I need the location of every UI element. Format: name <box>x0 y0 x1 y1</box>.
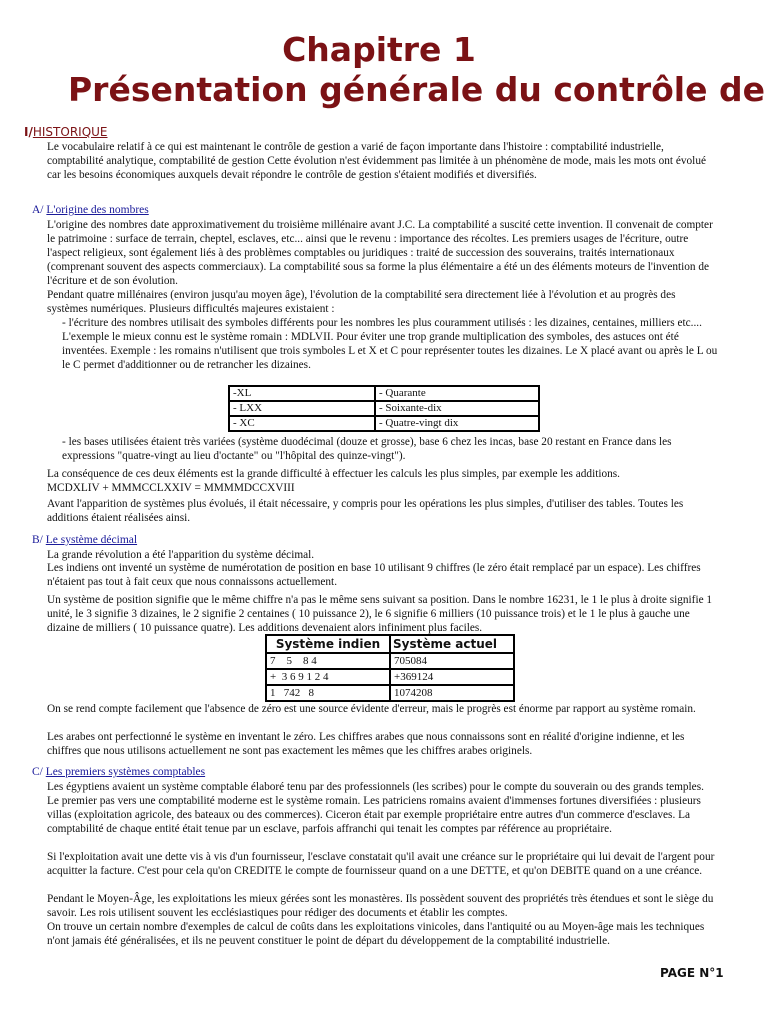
section-label: HISTORIQUE <box>32 125 108 139</box>
table-row <box>266 669 514 685</box>
decimal-paragraph-4: On se rend compte facilement que l'absence de zéro est une source évidente d'erreur, mais le progrès est énorme par rapport au système romain. <box>47 703 696 715</box>
decimal-paragraph-5: Les arabes ont perfectionné le système en inventant le zéro. Les chiffres arabes que nous connaissons sont en réalité d'origine indienne, et les chiffres que nous utilisons actuellement ne sont pas exactement les mêmes que les chiffres arabes originels. <box>47 731 685 757</box>
comptables-paragraph-1: Les égyptiens avaient un système comptable élaboré tenu par des professionnels (les scribes) pour le compte du souverain ou des grands temples. Le premier pas vers une comptabilité moderne est le système romain. Les patriciens romains avaient d'immenses fortunes diversifiées : plusieurs villas (exploitation agricole, des bateaux ou des commerces). Ciceron était par exemple propriétaire entre autres d'un commerce d'esclaves. La comptabilité de chaque entité était tenue par un esclave, parfois affranchi qui tenait les comptes par référence au propriétaire. <box>47 781 704 835</box>
table-header-row <box>266 635 514 653</box>
table-row <box>229 416 539 431</box>
historique-paragraph: Le vocabulaire relatif à ce qui est maintenant le contrôle de gestion a varié de façon importante dans l'histoire : comptabilité industrielle, comptabilité analytique, comptabilité de gestion Cette évolution n'est évidemment pas limitée à un phénomène de mode, mais les mots ont évolué car les besoins économiques auxquels devait répondre le contrôle de gestion s'étaient modifiés et diversifiés. <box>47 141 706 181</box>
roman-addition-example: MCDXLIV + MMMCCLXXIV = MMMMDCCXVIII <box>47 482 295 494</box>
section-number: I/ <box>24 125 33 139</box>
subsection-number: A/ <box>32 204 44 216</box>
column-header: Système actuel <box>390 635 514 653</box>
table-row <box>229 401 539 416</box>
subsection-heading-a <box>32 204 149 216</box>
origine-bullet-2: - les bases utilisées étaient très variées (système duodécimal (douze et grosse), base 6 chez les incas, base 20 restant en France dans les expressions "quatre-vingt au lieu d'octante" ou "l'hôpital des quinze-vingt"). <box>62 436 672 462</box>
number-systems-table <box>265 634 515 702</box>
chapter-title: Chapitre 1 <box>282 30 476 69</box>
table-cell: 7 5 8 4 <box>266 653 390 669</box>
table-cell: - XC <box>229 416 375 431</box>
origine-paragraph-2: Pendant quatre millénaires (environ jusqu'au moyen âge), l'évolution de la comptabilité sera directement liée à l'évolution et au progrès des systèmes numériques. Plusieurs difficultés majeures existaient : <box>47 289 676 315</box>
table-row <box>229 386 539 401</box>
chapter-subtitle: Présentation générale du contrôle de <box>68 70 765 109</box>
comptables-paragraph-2: Si l'exploitation avait une dette vis à vis d'un fournisseur, l'esclave constatait qu'il avait une créance sur le propriétaire qui lui devait de l'argent pour acquitter la facture. C'est pour cela qu'on CREDITE le compte de fournisseur quand on a une DETTE, et qu'on DEBITE quand on a une créance. <box>47 851 715 877</box>
table-cell: 1074208 <box>390 685 514 701</box>
subsection-number: C/ <box>32 766 43 778</box>
table-row <box>266 653 514 669</box>
decimal-paragraph-3: Un système de position signifie que le même chiffre n'a pas le même sens suivant sa position. Dans le nombre 16231, le 1 le plus à droite signifie 1 unité, le 3 signifie 3 dizaines, le 2 signifie 2 centaines ( 10 puissance 2), le 6 signifie 6 milliers (10 puissance trois) et le 1 le plus à gauche une dizaine de milliers ( 10 puissance quatre). Les additions devenaient alors infiniment plus faciles. <box>47 594 713 634</box>
origine-paragraph-1: L'origine des nombres date approximativement du troisième millénaire avant J.C. La comptabilité a suscité cette invention. Il convenait de compter le patrimoine : surface de terrain, cheptel, esclaves, etc... ainsi que le revenu : importance des récoltes. Les premiers usages de l'écriture, outre l'aspect religieux, sont également liés à des problèmes comptables ou juridiques : traité de succession des souverains, traités internationaux (comprenant souvent des aspects commerciaux). La comptabilité sous sa forme la plus élémentaire a été un des éléments moteurs de l'invention de l'écriture et de son évolution. <box>47 219 713 287</box>
table-cell: - Quatre-vingt dix <box>375 416 539 431</box>
decimal-paragraph-2: Les indiens ont inventé un système de numérotation de position en base 10 utilisant 9 chiffres (le zéro était remplacé par un espace). Les chiffres n'étaient pas tout à fait ceux que nous connaissons actuellement. <box>47 562 701 588</box>
roman-numerals-table <box>228 385 540 432</box>
table-row <box>266 685 514 701</box>
table-cell: +369124 <box>390 669 514 685</box>
subsection-label: Le système décimal <box>45 534 138 546</box>
comptables-paragraph-3: Pendant le Moyen-Âge, les exploitations les mieux gérées sont les monastères. Ils possèdent souvent des propriétés très étendues et sont le siège du savoir. Les rois utilisent souvent les ecclésiastiques pour rédiger des documents et établir les comptes. <box>47 893 714 919</box>
subsection-label: Les premiers systèmes comptables <box>45 766 206 778</box>
page-number: PAGE N°1 <box>660 966 724 980</box>
origine-paragraph-4: Avant l'apparition de systèmes plus évolués, il était nécessaire, y compris pour les opérations les plus simples, d'utiliser des tables. Toutes les additions étaient réalisées ainsi. <box>47 498 684 524</box>
table-cell: -XL <box>229 386 375 401</box>
table-cell: 1 742 8 <box>266 685 390 701</box>
subsection-heading-c <box>32 766 205 778</box>
origine-paragraph-3: La conséquence de ces deux éléments est la grande difficulté à effectuer les calculs les plus simples, par exemple les additions. <box>47 468 621 480</box>
column-header: Système indien <box>266 635 390 653</box>
table-cell: 705084 <box>390 653 514 669</box>
table-cell: - Soixante-dix <box>375 401 539 416</box>
subsection-label: L'origine des nombres <box>46 204 149 216</box>
subsection-number: B/ <box>32 534 43 546</box>
subsection-heading-b <box>32 534 137 546</box>
comptables-paragraph-4: On trouve un certain nombre d'exemples de calcul de coûts dans les exploitations vinicoles, dans l'antiquité ou au Moyen-âge mais les techniques n'ont jamais été généralisées, et ils ne peuvent constituer le point de départ du développement de la comptabilité industrielle. <box>47 921 705 947</box>
table-cell: - Quarante <box>375 386 539 401</box>
table-cell: + 3 6 9 1 2 4 <box>266 669 390 685</box>
origine-bullet-1: - l'écriture des nombres utilisait des symboles différents pour les nombres les plus couramment utilisés : les dizaines, centaines, milliers etc.... L'exemple le mieux connu est le système romain : MDLVII. Pour éviter une trop grande multiplication des symboles, des astuces ont été inventées. Exemple : les romains n'utilisent que trois symboles L et X et C pour représenter toutes les dizaines. Le X placé avant ou après le L ou le C permet d'additionner ou de retrancher les dizaines. <box>62 317 718 371</box>
section-heading-historique <box>24 125 108 139</box>
table-cell: - LXX <box>229 401 375 416</box>
decimal-paragraph-1: La grande révolution a été l'apparition du système décimal. <box>47 549 315 561</box>
